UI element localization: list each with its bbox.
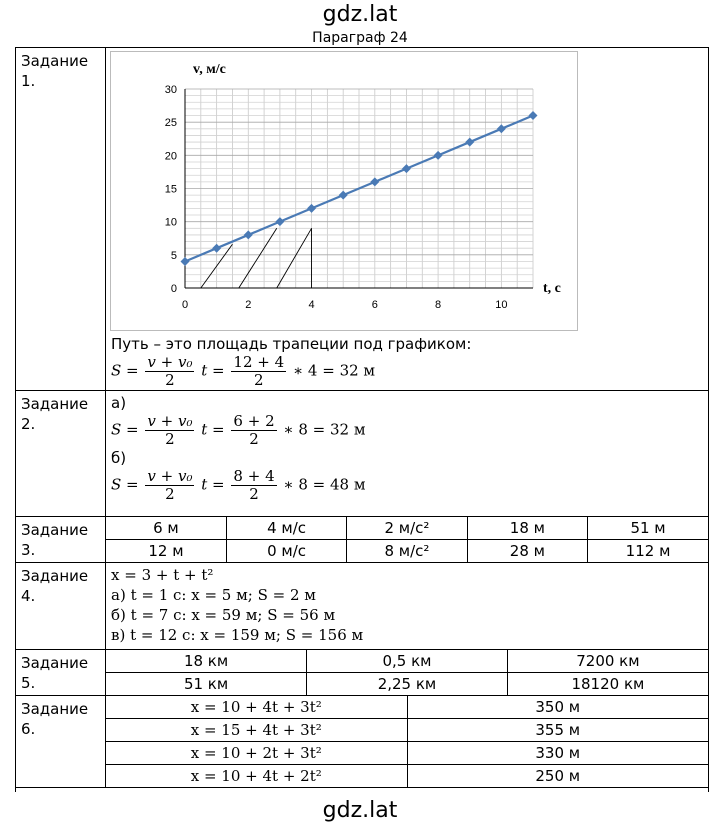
x-axis-label: t, c <box>543 281 561 296</box>
table-row <box>106 517 708 540</box>
table-cell: 8 м/с² <box>347 540 467 563</box>
table-row <box>106 696 708 719</box>
table-cell: 112 м <box>588 540 708 563</box>
task-1-row <box>16 48 709 391</box>
table-cell: 7200 км <box>507 650 708 673</box>
table-cell: 12 м <box>106 540 226 563</box>
table-row <box>106 650 708 673</box>
table-cell: 4 м/с <box>226 517 346 540</box>
table-cell: 18120 км <box>507 673 708 696</box>
y-tick-label: 20 <box>164 150 177 163</box>
task-2-formula-a: S = $\frac{\text{v + v₀}}{2}$ t = $\frac{6 + 2}{2}$ ∗ 8 = 32 м <box>111 412 366 448</box>
data-point-marker <box>307 204 316 213</box>
task-6-table <box>106 696 708 787</box>
x-tick-label: 6 <box>371 299 378 311</box>
x-tick-label: 10 <box>495 299 508 311</box>
task-2-part-b-label: б) <box>111 449 127 467</box>
task-6-label: Задание 6. <box>16 696 106 788</box>
task-4-equation: x = 3 + t + t² <box>111 566 214 584</box>
task-5-table <box>106 650 708 695</box>
y-axis-label: v, м/с <box>193 62 226 77</box>
table-row <box>106 719 708 742</box>
task-2-label: Задание 2. <box>16 391 106 517</box>
task-2-formula-b: S = $\frac{\text{v + v₀}}{2}$ t = $\frac{8 + 4}{2}$ ∗ 8 = 48 м <box>111 467 366 503</box>
table-cell: 6 м <box>106 517 226 540</box>
task-4-answer-a: а) t = 1 с: x = 5 м; S = 2 м <box>111 586 316 604</box>
table-cell: x = 10 + 4t + 3t² <box>106 696 407 719</box>
data-point-marker <box>212 244 221 253</box>
data-point-marker <box>181 257 190 266</box>
task-1-content <box>106 48 709 391</box>
task-1-formula: S = $\frac{\text{v + v₀}}{2}$ t = $\frac{12 + 4}{2}$ ∗ 4 = 32 м <box>111 353 376 389</box>
data-point-marker <box>529 111 538 120</box>
task-5-content <box>106 650 709 696</box>
task-4-label: Задание 4. <box>16 563 106 650</box>
table-cell: 51 м <box>588 517 708 540</box>
data-point-marker <box>244 230 253 239</box>
task-3-table <box>106 517 708 562</box>
table-cell: 28 м <box>467 540 587 563</box>
x-tick-label: 4 <box>308 299 315 311</box>
site-brand-bottom: gdz.lat <box>322 798 398 823</box>
table-row <box>106 765 708 788</box>
table-cell: 18 м <box>467 517 587 540</box>
data-point-marker <box>402 164 411 173</box>
table-cell: x = 10 + 2t + 3t² <box>106 742 407 765</box>
x-tick-label: 2 <box>245 299 252 311</box>
task-5-label: Задание 5. <box>16 650 106 696</box>
data-point-marker <box>497 124 506 133</box>
velocity-chart <box>110 51 578 331</box>
y-tick-label: 0 <box>170 283 177 295</box>
table-cell: 0 м/с <box>226 540 346 563</box>
table-cell: 350 м <box>407 696 708 719</box>
data-point-marker <box>275 217 284 226</box>
y-tick-label: 10 <box>164 216 177 229</box>
data-point-marker <box>465 138 474 147</box>
table-row <box>106 742 708 765</box>
data-point-marker <box>339 191 348 200</box>
table-cell: 2 м/с² <box>347 517 467 540</box>
y-tick-label: 30 <box>164 84 177 96</box>
data-point-marker <box>370 177 379 186</box>
velocity-chart-svg <box>111 52 577 330</box>
table-cell: 0,5 км <box>307 650 508 673</box>
table-cell: 355 м <box>407 719 708 742</box>
table-cell: 330 м <box>407 742 708 765</box>
task-2-content <box>106 391 709 517</box>
task-3-row <box>16 517 709 563</box>
task-2-part-a-label: а) <box>111 394 127 412</box>
task-4-row <box>16 563 709 650</box>
task-3-label: Задание 3. <box>16 517 106 563</box>
table-row <box>106 673 708 696</box>
page-subtitle: Параграф 24 <box>312 30 408 46</box>
y-tick-label: 15 <box>164 183 177 196</box>
task-6-row <box>16 696 709 788</box>
tasks-table <box>15 47 709 788</box>
table-cell: x = 15 + 4t + 3t² <box>106 719 407 742</box>
trapezoid-hatch-line <box>277 228 312 288</box>
task-3-content <box>106 517 709 563</box>
y-tick-label: 5 <box>170 249 177 262</box>
table-cell: 2,25 км <box>307 673 508 696</box>
data-point-marker <box>434 151 443 160</box>
table-cell: 250 м <box>407 765 708 788</box>
table-cell: 18 км <box>106 650 307 673</box>
y-tick-label: 25 <box>164 117 177 130</box>
table-cell: 51 км <box>106 673 307 696</box>
task-4-content <box>106 563 709 650</box>
x-tick-label: 8 <box>435 299 442 311</box>
site-brand-top: gdz.lat <box>322 2 398 27</box>
task-1-caption: Путь – это площадь трапеции под графиком: <box>111 335 472 353</box>
task-1-label: Задание 1. <box>16 48 106 391</box>
x-tick-label: 0 <box>181 299 189 311</box>
table-row <box>106 540 708 563</box>
task-5-row <box>16 650 709 696</box>
task-6-content <box>106 696 709 788</box>
task-2-row <box>16 391 709 517</box>
task-4-answer-b: б) t = 7 с: x = 59 м; S = 56 м <box>111 606 336 624</box>
table-cell: x = 10 + 4t + 2t² <box>106 765 407 788</box>
task-4-answer-c: в) t = 12 с: x = 159 м; S = 156 м <box>111 626 364 644</box>
